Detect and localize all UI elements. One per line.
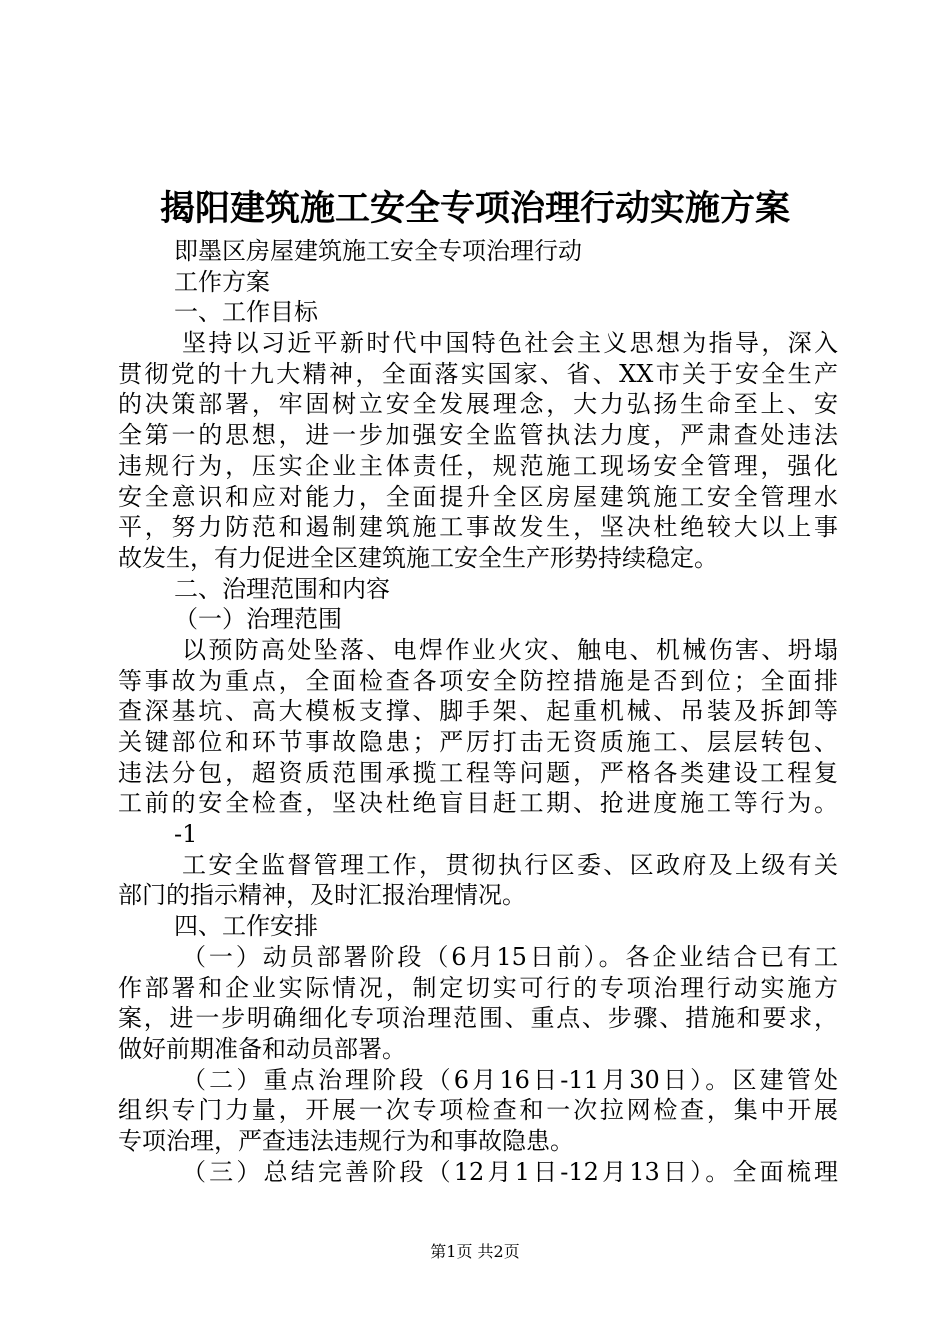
text-line: 故发生，有力促进全区建筑施工安全生产形势持续稳定。 xyxy=(118,543,718,572)
text-line: 查深基坑、高大模板支撑、脚手架、起重机械、吊装及拆卸等 xyxy=(118,697,838,726)
text-line: 全第一的思想，进一步加强安全监管执法力度，严肃查处违法 xyxy=(118,421,838,450)
text-line: 工安全监督管理工作，贯彻执行区委、区政府及上级有关 xyxy=(182,850,838,879)
text-line: 平，努力防范和遏制建筑施工事故发生，坚决杜绝较大以上事 xyxy=(118,513,838,542)
text-line: （一）动员部署阶段（6月15日前）。各企业结合已有工 xyxy=(182,942,838,971)
text-line: （三）总结完善阶段（12月1日-12月13日）。全面梳理 xyxy=(182,1157,838,1186)
text-line: 安全意识和应对能力，全面提升全区房屋建筑施工安全管理水 xyxy=(118,482,838,511)
text-line: 以预防高处坠落、电焊作业火灾、触电、机械伤害、坍塌 xyxy=(182,635,838,664)
text-line: 作部署和企业实际情况，制定切实可行的专项治理行动实施方 xyxy=(118,973,838,1002)
text-line: 案，进一步明确细化专项治理范围、重点、步骤、措施和要求， xyxy=(118,1004,838,1033)
text-line: （一）治理范围 xyxy=(174,605,342,634)
text-line: 贯彻党的十九大精神，全面落实国家、省、XX市关于安全生产 xyxy=(118,359,838,388)
text-line: 即墨区房屋建筑施工安全专项治理行动 xyxy=(174,237,582,265)
text-line: 违规行为，压实企业主体责任，规范施工现场安全管理，强化 xyxy=(118,451,838,480)
text-line: 关键部位和环节事故隐患；严厉打击无资质施工、层层转包、 xyxy=(118,728,838,756)
text-line: 部门的指示精神，及时汇报治理情况。 xyxy=(118,881,526,910)
text-line: 等事故为重点，全面检查各项安全防控措施是否到位；全面排 xyxy=(118,666,838,695)
text-line: -1 xyxy=(174,820,198,849)
document-body xyxy=(118,236,838,1187)
text-line: 工作方案 xyxy=(174,267,270,296)
text-line: 的决策部署，牢固树立安全发展理念，大力弘扬生命至上、安 xyxy=(118,390,838,419)
text-line: 一、工作目标 xyxy=(174,298,318,327)
text-line: 做好前期准备和动员部署。 xyxy=(118,1034,406,1063)
text-line: 坚持以习近平新时代中国特色社会主义思想为指导，深入 xyxy=(182,329,838,358)
text-line: 二、治理范围和内容 xyxy=(174,574,390,603)
text-line: 组织专门力量，开展一次专项检查和一次拉网检查，集中开展 xyxy=(118,1096,838,1125)
page-footer: 第1页 共2页 xyxy=(430,1242,520,1261)
text-line: 专项治理，严查违法违规行为和事故隐患。 xyxy=(118,1126,574,1155)
text-line: 工前的安全检查，坚决杜绝盲目赶工期、抢进度施工等行为。 xyxy=(118,789,838,818)
text-line: 违法分包，超资质范围承揽工程等问题，严格各类建设工程复 xyxy=(118,758,838,787)
text-line: 四、工作安排 xyxy=(174,912,318,941)
document-title: 揭阳建筑施工安全专项治理行动实施方案 xyxy=(159,188,790,229)
text-line: （二）重点治理阶段（6月16日-11月30日）。区建管处 xyxy=(182,1065,838,1094)
